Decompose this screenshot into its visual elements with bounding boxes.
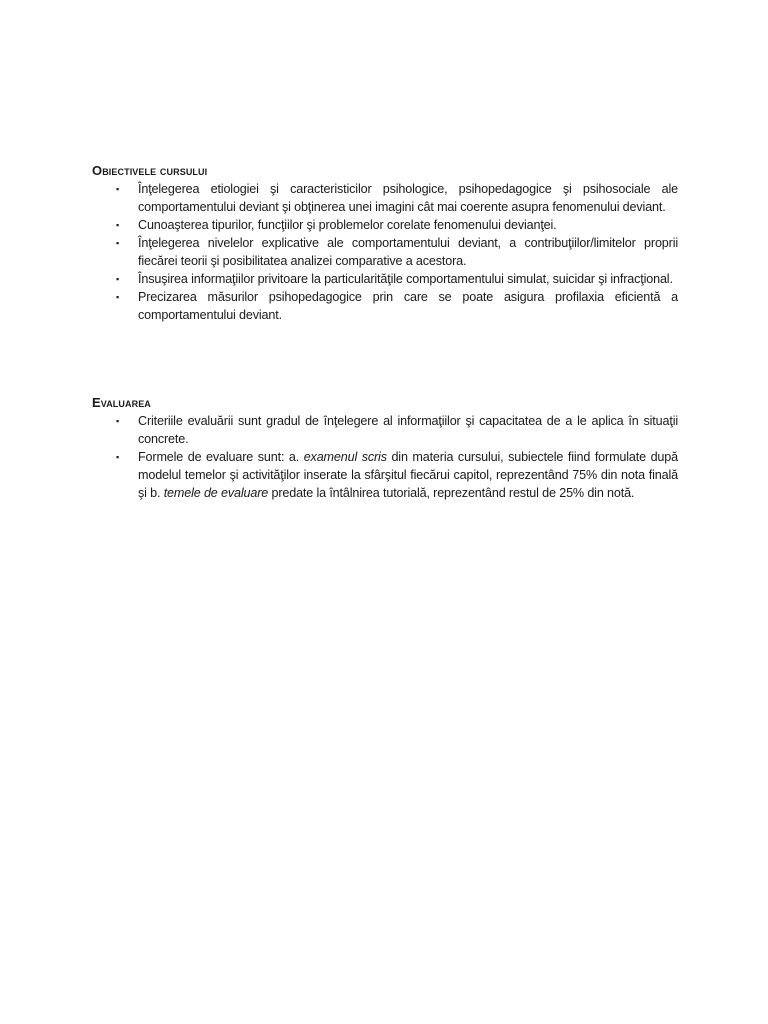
objective-text: Însuşirea informaţiilor privitoare la particularităţile comportamentului simulat, suicidar şi infracţional. bbox=[138, 272, 673, 286]
objective-item bbox=[92, 216, 678, 234]
objectives-list bbox=[92, 180, 678, 324]
evaluation-forms-part2: din materia cursului, subiectele fiind formulate după modelul temelor şi activităţilor inserate la sfârşitul fiecărui capitol, reprezentând 75% din nota finală şi b. bbox=[138, 450, 678, 500]
exam-emphasis: examenul scris bbox=[303, 450, 387, 464]
evaluation-forms-text bbox=[138, 450, 678, 500]
bullet-icon: ▪ bbox=[116, 452, 120, 462]
bullet-icon: ▪ bbox=[116, 416, 120, 426]
assignments-emphasis: temele de evaluare bbox=[163, 486, 269, 500]
objective-text: Precizarea măsurilor psihopedagogice prin care se poate asigura profilaxia eficientă a comportamentului deviant. bbox=[138, 290, 678, 322]
objective-item bbox=[92, 234, 678, 270]
evaluation-criteria-text: Criteriile evaluării sunt gradul de înţelegere al informaţiilor şi capacitatea de a le aplica în situaţii concrete. bbox=[138, 414, 678, 446]
objective-text: Cunoaşterea tipurilor, funcţiilor şi problemelor corelate fenomenului devianţei. bbox=[138, 218, 557, 232]
objective-item bbox=[92, 270, 678, 288]
objective-text: Înţelegerea nivelelor explicative ale comportamentului deviant, a contribuţiilor/limitelor proprii fiecărei teorii şi posibilitatea analizei comparative a acestora. bbox=[138, 236, 678, 268]
evaluation-heading: Evaluarea bbox=[92, 395, 151, 410]
evaluation-forms-part1: Formele de evaluare sunt: a. bbox=[138, 450, 304, 464]
evaluation-forms-part3: predate la întâlnirea tutorială, reprezentând restul de 25% din notă. bbox=[268, 486, 635, 500]
bullet-icon: ▪ bbox=[116, 274, 120, 284]
evaluation-item bbox=[92, 412, 678, 448]
objectives-heading: Obiectivele cursului bbox=[92, 163, 208, 178]
evaluation-section bbox=[92, 394, 678, 502]
objective-text: Înţelegerea etiologiei şi caracteristicilor psihologice, psihopedagogice şi psihosociale ale comportamentului deviant şi obţinerea unei imagini cât mai coerente asupra fenomenului deviant. bbox=[138, 182, 678, 214]
evaluation-list bbox=[92, 412, 678, 502]
bullet-icon: ▪ bbox=[116, 238, 120, 248]
bullet-icon: ▪ bbox=[116, 292, 120, 302]
objectives-section bbox=[92, 162, 678, 324]
objective-item bbox=[92, 180, 678, 216]
evaluation-item bbox=[92, 448, 678, 502]
bullet-icon: ▪ bbox=[116, 220, 120, 230]
bullet-icon: ▪ bbox=[116, 184, 120, 194]
objective-item bbox=[92, 288, 678, 324]
